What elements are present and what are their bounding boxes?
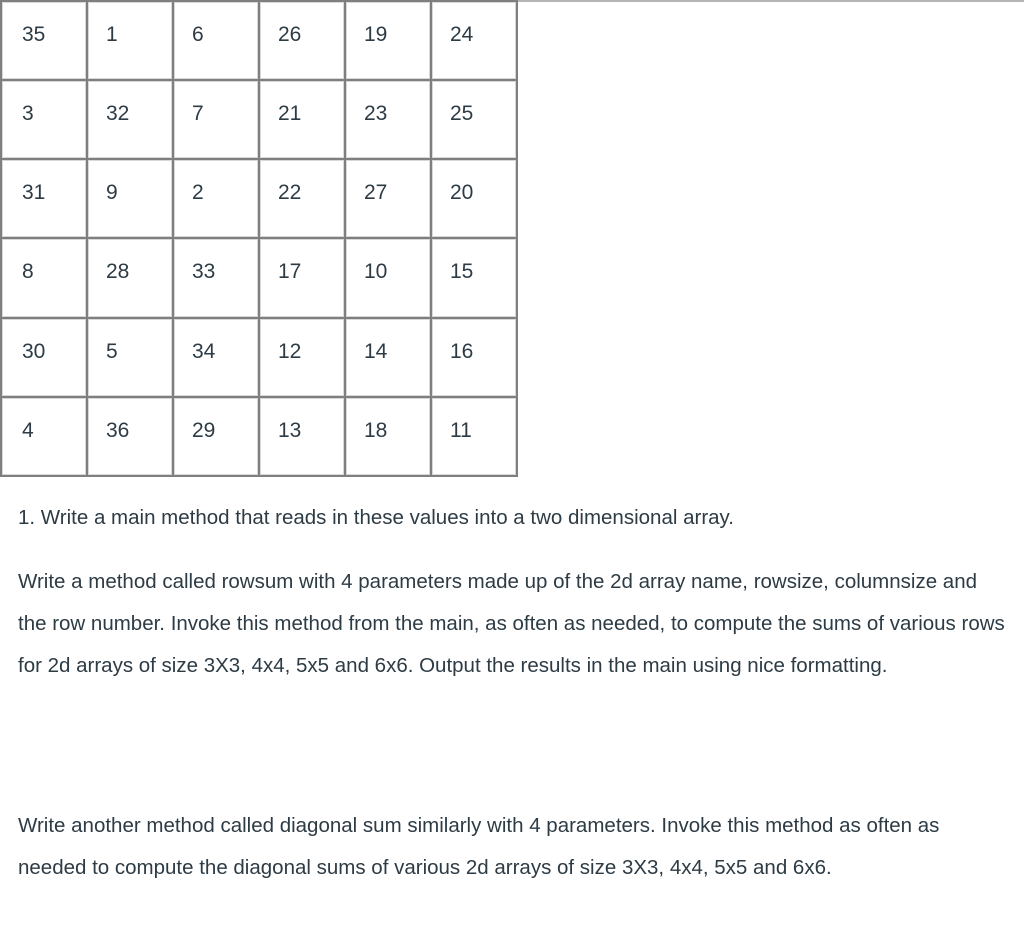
grid-cell: 9 <box>87 159 173 238</box>
instruction-text: 1. Write a main method that reads in these values into a two dimensional array. <box>18 506 734 529</box>
top-divider <box>516 0 1024 2</box>
grid-cell: 23 <box>345 80 431 159</box>
grid-row <box>1 80 517 159</box>
grid-cell: 14 <box>345 318 431 397</box>
grid-cell: 17 <box>259 238 345 317</box>
grid-cell: 28 <box>87 238 173 317</box>
grid-cell: 5 <box>87 318 173 397</box>
grid-cell: 15 <box>431 238 517 317</box>
grid-cell: 1 <box>87 1 173 80</box>
grid-cell: 12 <box>259 318 345 397</box>
grid-cell: 7 <box>173 80 259 159</box>
grid-cell: 32 <box>87 80 173 159</box>
grid-cell: 25 <box>431 80 517 159</box>
grid-row <box>1 318 517 397</box>
instruction-text: Write another method called diagonal sum similarly with 4 parameters. Invoke this method as often as needed to compute the diagonal sums of various 2d arrays of size 3X3, 4x4, 5x5 and 6x6. <box>18 814 940 879</box>
grid-cell: 16 <box>431 318 517 397</box>
instruction-diagonal-sum <box>18 805 1008 889</box>
grid-cell: 19 <box>345 1 431 80</box>
grid-row <box>1 238 517 317</box>
grid-cell: 30 <box>1 318 87 397</box>
number-grid <box>0 0 518 477</box>
grid-cell: 2 <box>173 159 259 238</box>
grid-row <box>1 1 517 80</box>
grid-cell: 11 <box>431 397 517 476</box>
grid-cell: 6 <box>173 1 259 80</box>
grid-row <box>1 397 517 476</box>
grid-cell: 29 <box>173 397 259 476</box>
grid-cell: 33 <box>173 238 259 317</box>
grid-cell: 10 <box>345 238 431 317</box>
grid-cell: 22 <box>259 159 345 238</box>
grid-cell: 36 <box>87 397 173 476</box>
instruction-text: Write a method called rowsum with 4 parameters made up of the 2d array name, rowsize, columnsize and the row number. Invoke this method from the main, as often as needed, to compute the sums of various rows for 2d arrays of size 3X3, 4x4, 5x5 and 6x6. Output the results in the main using nice formatting. <box>18 570 1005 677</box>
grid-cell: 34 <box>173 318 259 397</box>
grid-cell: 4 <box>1 397 87 476</box>
grid-row <box>1 159 517 238</box>
grid-cell: 21 <box>259 80 345 159</box>
grid-cell: 20 <box>431 159 517 238</box>
grid-cell: 8 <box>1 238 87 317</box>
grid-cell: 27 <box>345 159 431 238</box>
instruction-main-method <box>18 504 1008 532</box>
grid-cell: 26 <box>259 1 345 80</box>
grid-cell: 18 <box>345 397 431 476</box>
grid-cell: 24 <box>431 1 517 80</box>
grid-cell: 35 <box>1 1 87 80</box>
grid-cell: 31 <box>1 159 87 238</box>
instruction-rowsum <box>18 561 1008 687</box>
grid-cell: 3 <box>1 80 87 159</box>
grid-cell: 13 <box>259 397 345 476</box>
